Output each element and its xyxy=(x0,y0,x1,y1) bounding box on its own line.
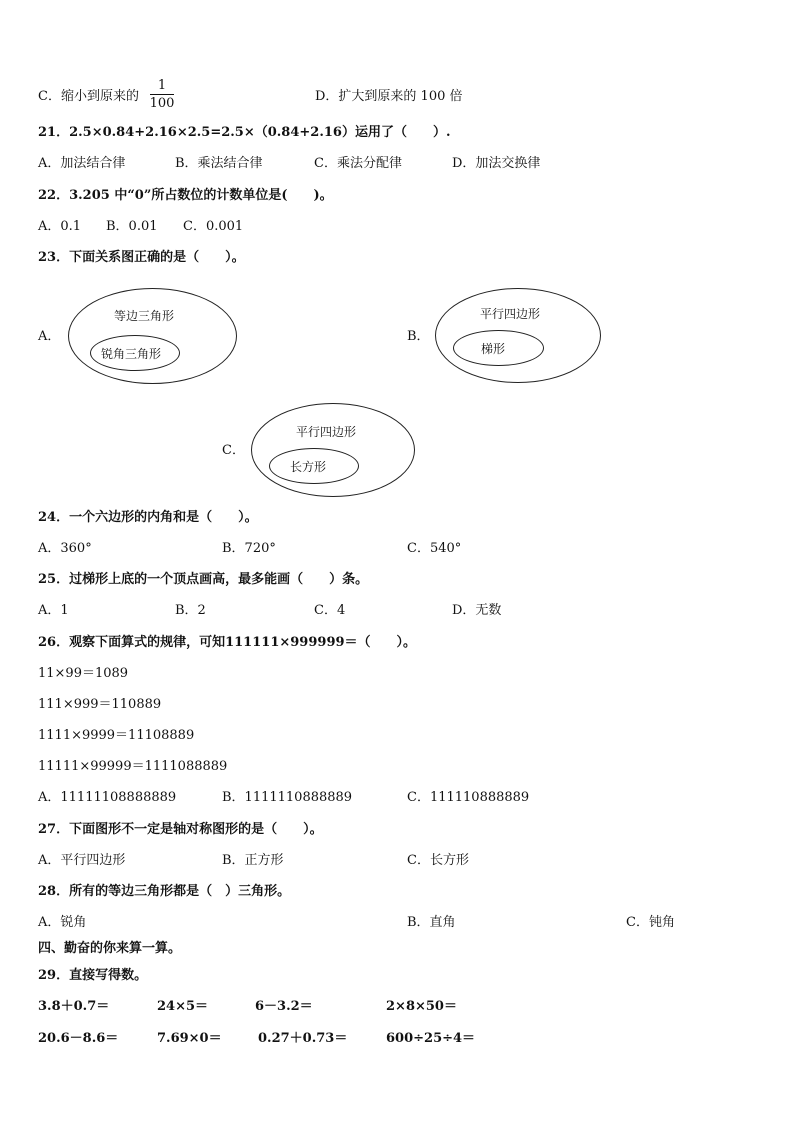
q25-option-d: D．无数 xyxy=(452,603,502,618)
q22-option-b: B．0.01 xyxy=(106,219,158,234)
q25-option-c: C．4 xyxy=(314,603,346,618)
q29-expression: 3.8＋0.7＝ xyxy=(38,999,110,1014)
q26-option-a: A．11111108888889 xyxy=(38,790,177,805)
q29-stem: 29．直接写得数。 xyxy=(38,968,148,983)
q23-option-b-letter: B． xyxy=(407,329,430,344)
fraction-bar xyxy=(150,94,174,95)
q24-option-a: A．360° xyxy=(38,541,92,556)
q22-option-a: A．0.1 xyxy=(38,219,82,234)
q23-b-inner-label: 梯形 xyxy=(481,342,506,356)
q26-option-c: C．111110888889 xyxy=(407,790,530,805)
q28-stem: 28．所有的等边三角形都是（ ）三角形。 xyxy=(38,884,291,899)
q25-option-a: A．1 xyxy=(38,603,69,618)
fraction-denominator: 100 xyxy=(149,96,175,111)
q25-option-b: B．2 xyxy=(175,603,206,618)
q29-expression: 7.69×0＝ xyxy=(157,1031,222,1046)
q27-option-a: A．平行四边形 xyxy=(38,853,126,868)
q23-c-inner-label: 长方形 xyxy=(290,460,327,474)
q23-a-outer-label: 等边三角形 xyxy=(114,309,175,323)
q29-expression: 0.27＋0.73＝ xyxy=(258,1031,348,1046)
q26-pattern-line: 11×99＝1089 xyxy=(38,666,129,681)
q27-stem: 27．下面图形不一定是轴对称图形的是（ ）。 xyxy=(38,822,323,837)
q27-option-b: B．正方形 xyxy=(222,853,284,868)
q29-expression: 6－3.2＝ xyxy=(255,999,313,1014)
q26-pattern-line: 11111×99999＝1111088889 xyxy=(38,759,228,774)
q29-expression: 24×5＝ xyxy=(157,999,209,1014)
q21-option-b: B．乘法结合律 xyxy=(175,156,263,171)
q20-option-c-fraction xyxy=(148,78,176,111)
q26-pattern-line: 111×999＝110889 xyxy=(38,697,162,712)
q28-option-a: A．锐角 xyxy=(38,915,87,930)
section-4-title: 四、勤奋的你来算一算。 xyxy=(38,941,182,956)
q21-option-a: A．加法结合律 xyxy=(38,156,126,171)
q29-expression: 20.6－8.6＝ xyxy=(38,1031,119,1046)
q28-option-c: C．钝角 xyxy=(626,915,675,930)
q26-option-b: B．1111110888889 xyxy=(222,790,353,805)
q21-option-d: D．加法交换律 xyxy=(452,156,541,171)
q21-stem: 21．2.5×0.84+2.16×2.5=2.5×（0.84+2.16）运用了（ ）. xyxy=(38,125,451,140)
q29-expression: 2×8×50＝ xyxy=(386,999,457,1014)
q28-option-b: B．直角 xyxy=(407,915,456,930)
q20-option-d: D．扩大到原来的 100 倍 xyxy=(315,89,463,104)
q22-option-c: C．0.001 xyxy=(183,219,244,234)
q26-pattern-line: 1111×9999＝11108889 xyxy=(38,728,195,743)
q20-option-c: C．缩小到原来的 xyxy=(38,89,139,104)
q23-a-inner-label: 锐角三角形 xyxy=(101,347,162,361)
fraction-numerator: 1 xyxy=(157,78,167,93)
q23-stem: 23．下面关系图正确的是（ ）。 xyxy=(38,250,245,265)
q23-b-outer-label: 平行四边形 xyxy=(480,307,541,321)
q23-c-outer-label: 平行四边形 xyxy=(296,425,357,439)
q23-option-c-letter: C． xyxy=(222,443,245,458)
q22-stem: 22．3.205 中“0”所占数位的计数单位是( )。 xyxy=(38,188,333,203)
q25-stem: 25．过梯形上底的一个顶点画高，最多能画（ ）条。 xyxy=(38,572,369,587)
q26-stem: 26．观察下面算式的规律，可知111111×999999＝（ ）。 xyxy=(38,635,417,650)
q23-option-a-letter: A． xyxy=(38,329,61,344)
q24-stem: 24．一个六边形的内角和是（ ）。 xyxy=(38,510,258,525)
q27-option-c: C．长方形 xyxy=(407,853,469,868)
q21-option-c: C．乘法分配律 xyxy=(314,156,402,171)
q24-option-b: B．720° xyxy=(222,541,276,556)
q24-option-c: C．540° xyxy=(407,541,462,556)
q29-expression: 600÷25÷4＝ xyxy=(386,1031,476,1046)
